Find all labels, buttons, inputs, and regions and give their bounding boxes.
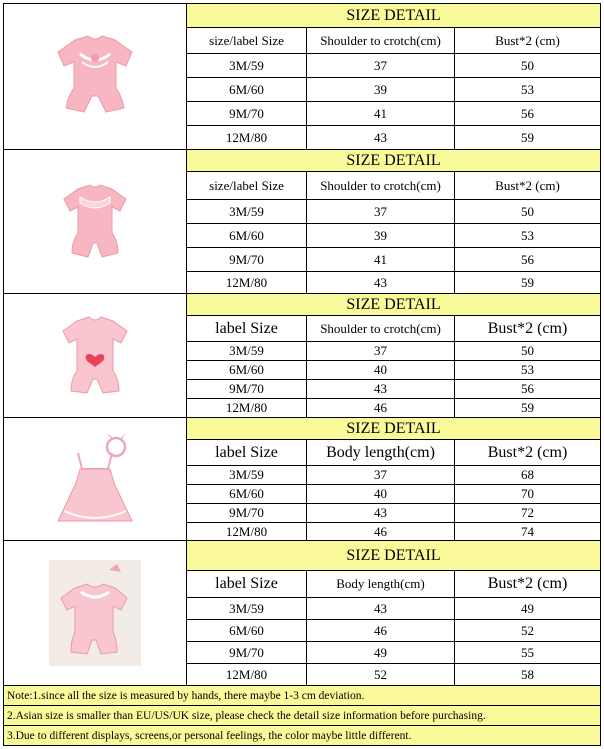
cell-measure: 49: [307, 642, 455, 664]
romper-icon: [45, 301, 145, 411]
section-1-title-row: [4, 4, 601, 28]
col-header-size: size/label Size: [187, 28, 307, 54]
section-1-title: SIZE DETAIL: [187, 4, 601, 28]
romper-heart-photo: [4, 294, 187, 418]
cell-bust: 50: [455, 342, 601, 361]
col-header-bust: Bust*2 (cm): [455, 571, 601, 598]
cell-size: 6M/60: [187, 485, 307, 504]
section-3-title-row: [4, 294, 601, 316]
col-header-bust: Bust*2 (cm): [455, 28, 601, 54]
romper-flatlay-photo: [4, 541, 187, 686]
cell-size: 6M/60: [187, 361, 307, 380]
col-header-size: label Size: [187, 571, 307, 598]
cell-measure: 41: [307, 102, 455, 126]
note-row: [4, 726, 601, 746]
cell-size: 9M/70: [187, 380, 307, 399]
cell-measure: 43: [307, 598, 455, 620]
cell-bust: 55: [455, 642, 601, 664]
cell-bust: 68: [455, 466, 601, 485]
cell-size: 9M/70: [187, 504, 307, 523]
cell-bust: 56: [455, 248, 601, 272]
cell-size: 12M/80: [187, 126, 307, 150]
col-header-bust: Bust*2 (cm): [455, 172, 601, 200]
cell-measure: 39: [307, 78, 455, 102]
cell-measure: 37: [307, 54, 455, 78]
cell-bust: 50: [455, 200, 601, 224]
section-5-title-row: [4, 541, 601, 571]
cell-bust: 56: [455, 380, 601, 399]
col-header-measure: Body length(cm): [307, 440, 455, 466]
cell-measure: 41: [307, 248, 455, 272]
dress-icon: [40, 429, 150, 529]
cell-bust: 53: [455, 361, 601, 380]
cell-measure: 46: [307, 620, 455, 642]
cell-bust: 59: [455, 272, 601, 294]
cell-size: 6M/60: [187, 78, 307, 102]
cell-measure: 37: [307, 466, 455, 485]
romper-ruffle-photo: [4, 4, 187, 150]
cell-size: 12M/80: [187, 272, 307, 294]
note-1: Note:1.since all the size is measured by hands, there maybe 1-3 cm deviation.: [4, 686, 601, 706]
cell-measure: 40: [307, 361, 455, 380]
cell-size: 6M/60: [187, 224, 307, 248]
col-header-measure: Shoulder to crotch(cm): [307, 316, 455, 342]
section-4-title-row: [4, 418, 601, 440]
cell-size: 12M/80: [187, 664, 307, 686]
col-header-measure: Shoulder to crotch(cm): [307, 172, 455, 200]
cell-bust: 53: [455, 224, 601, 248]
col-header-bust: Bust*2 (cm): [455, 440, 601, 466]
cell-measure: 46: [307, 399, 455, 418]
cell-size: 9M/70: [187, 248, 307, 272]
romper-icon: [40, 167, 150, 277]
section-2-title: SIZE DETAIL: [187, 150, 601, 172]
cell-bust: 74: [455, 523, 601, 541]
cell-measure: 43: [307, 504, 455, 523]
col-header-measure: Body length(cm): [307, 571, 455, 598]
cell-bust: 59: [455, 126, 601, 150]
cell-bust: 49: [455, 598, 601, 620]
cell-bust: 59: [455, 399, 601, 418]
note-row: [4, 686, 601, 706]
note-3: 3.Due to different displays, screens,or personal feelings, the color maybe little different.: [4, 726, 601, 746]
cell-measure: 37: [307, 200, 455, 224]
cell-bust: 72: [455, 504, 601, 523]
cell-measure: 43: [307, 126, 455, 150]
note-row: [4, 706, 601, 726]
col-header-measure: Shoulder to crotch(cm): [307, 28, 455, 54]
cell-size: 9M/70: [187, 102, 307, 126]
section-5-title: SIZE DETAIL: [187, 541, 601, 571]
col-header-size: size/label Size: [187, 172, 307, 200]
cell-measure: 43: [307, 380, 455, 399]
dress-headband-photo: [4, 418, 187, 541]
cell-bust: 50: [455, 54, 601, 78]
cell-size: 3M/59: [187, 598, 307, 620]
cell-size: 6M/60: [187, 620, 307, 642]
cell-measure: 39: [307, 224, 455, 248]
section-4-title: SIZE DETAIL: [187, 418, 601, 440]
col-header-size: label Size: [187, 440, 307, 466]
cell-bust: 52: [455, 620, 601, 642]
cell-bust: 58: [455, 664, 601, 686]
cell-size: 3M/59: [187, 466, 307, 485]
col-header-size: label Size: [187, 316, 307, 342]
cell-measure: 52: [307, 664, 455, 686]
romper-collar-photo: [4, 150, 187, 294]
cell-measure: 43: [307, 272, 455, 294]
size-chart: [3, 3, 600, 746]
cell-measure: 37: [307, 342, 455, 361]
cell-bust: 53: [455, 78, 601, 102]
cell-size: 12M/80: [187, 399, 307, 418]
cell-size: 3M/59: [187, 342, 307, 361]
note-2: 2.Asian size is smaller than EU/US/UK size, please check the detail size information before purchasing.: [4, 706, 601, 726]
section-2-title-row: [4, 150, 601, 172]
cell-bust: 70: [455, 485, 601, 504]
romper-icon: [40, 22, 150, 132]
cell-bust: 56: [455, 102, 601, 126]
col-header-bust: Bust*2 (cm): [455, 316, 601, 342]
cell-measure: 46: [307, 523, 455, 541]
section-3-title: SIZE DETAIL: [187, 294, 601, 316]
size-table: [3, 3, 601, 746]
cell-size: 3M/59: [187, 200, 307, 224]
cell-measure: 40: [307, 485, 455, 504]
cell-size: 9M/70: [187, 642, 307, 664]
romper-flatlay-icon: [47, 558, 143, 668]
cell-size: 3M/59: [187, 54, 307, 78]
cell-size: 12M/80: [187, 523, 307, 541]
